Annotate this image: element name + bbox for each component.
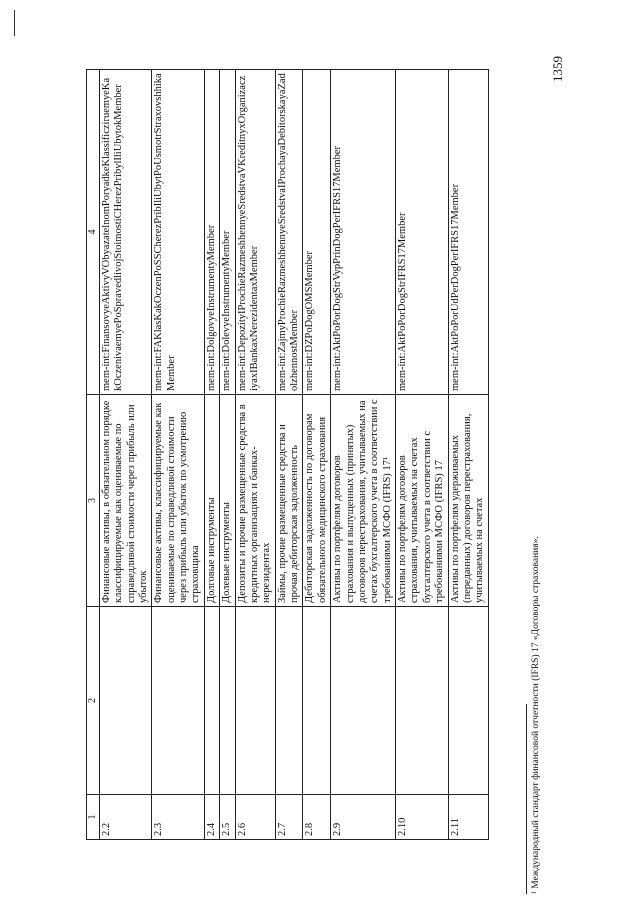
row-col2-cell bbox=[204, 607, 219, 795]
row-code-cell: mem-int:ZajmyProchieRazmeshhennyeSredstvaIProchayaDebitorskayaZadolzhennostMember bbox=[275, 70, 303, 395]
table-row bbox=[204, 70, 219, 840]
row-name-cell: Финансовые активы, классифицируемые как оцениваемые по справедливой стоимости через прибыль или убыток по усмотрению страховщика bbox=[152, 395, 205, 607]
row-code-cell: mem-int:FAKlasKakOczenPoSSCherezPribIliUbytPoUsmotrStraxovshhikaMember bbox=[152, 70, 205, 395]
row-number-cell: 2.8 bbox=[303, 795, 331, 840]
footnote-separator bbox=[526, 704, 527, 894]
row-code-cell: mem-int:DepozityIProchieRazmeshhennyeSredstvaVKreditnyxOrganizacziyaxIBankaxNerezidentaxMember bbox=[235, 70, 275, 395]
row-code-cell: mem-int:DolgovyeInstrumentyMember bbox=[204, 70, 219, 395]
row-number-cell: 2.7 bbox=[275, 795, 303, 840]
header-cell-2: 2 bbox=[87, 607, 100, 795]
row-number-cell: 2.4 bbox=[204, 795, 219, 840]
row-code-cell: mem-int:AktPoPorDogStrVypPrinDogPerIFRS17Member bbox=[331, 70, 396, 395]
crop-mark bbox=[14, 10, 15, 36]
row-number-cell: 2.11 bbox=[448, 795, 488, 840]
row-col2-cell bbox=[220, 607, 235, 795]
table-row bbox=[396, 70, 449, 840]
row-number-cell: 2.5 bbox=[220, 795, 235, 840]
row-col2-cell bbox=[235, 607, 275, 795]
row-col2-cell bbox=[152, 607, 205, 795]
row-name-cell: Дебиторская задолженность по договорам обязательного медицинского страхования bbox=[303, 395, 331, 607]
row-name-cell: Активы по портфелям договоров страхования и выпущенных (принятых) договоров перестрахования, учитываемых на счетах бухгалтерского учета в соответствии с требованиями МСФО (IFRS) 17¹ bbox=[331, 395, 396, 607]
table-row bbox=[331, 70, 396, 840]
row-code-cell: mem-int:FinansovyeAktivyVObyazatelnomPoryadkeKlassificziruemyeKakOczenivaemyePoSpravedlivojStoimostiCHerezPribylIliUbytokMember bbox=[99, 70, 152, 395]
table-row bbox=[448, 70, 488, 840]
footnote: ¹ Международный стандарт финансовой отчетности (IFRS) 17 «Договоры страхования». bbox=[531, 536, 541, 894]
row-col2-cell bbox=[275, 607, 303, 795]
row-name-cell: Активы по портфелям договоров страхования, учитываемых на счетах бухгалтерского учета в соответствии с требованиями МСФО (IFRS) 17 bbox=[396, 395, 449, 607]
row-col2-cell bbox=[303, 607, 331, 795]
row-name-cell: Финансовые активы, в обязательном порядке классифицируемые как оцениваемые по справедливой стоимости через прибыль или убыток bbox=[99, 395, 152, 607]
row-number-cell: 2.3 bbox=[152, 795, 205, 840]
table-row bbox=[275, 70, 303, 840]
row-name-cell: Долговые инструменты bbox=[204, 395, 219, 607]
row-name-cell: Займы, прочие размещенные средства и прочая дебиторская задолженность bbox=[275, 395, 303, 607]
header-cell-1: 1 bbox=[87, 795, 100, 840]
row-number-cell: 2.2 bbox=[99, 795, 152, 840]
header-cell-3: 3 bbox=[87, 395, 100, 607]
page-number: 1359 bbox=[550, 56, 565, 82]
row-number-cell: 2.9 bbox=[331, 795, 396, 840]
table-row bbox=[235, 70, 275, 840]
table-row bbox=[220, 70, 235, 840]
row-number-cell: 2.6 bbox=[235, 795, 275, 840]
member-register-table bbox=[86, 69, 489, 840]
row-col2-cell bbox=[448, 607, 488, 795]
table-row bbox=[152, 70, 205, 840]
row-col2-cell bbox=[331, 607, 396, 795]
table-row bbox=[303, 70, 331, 840]
row-name-cell: Депозиты и прочие размещенные средства в кредитных организациях и банках-нерезидентах bbox=[235, 395, 275, 607]
header-cell-4: 4 bbox=[87, 70, 100, 395]
row-number-cell: 2.10 bbox=[396, 795, 449, 840]
row-code-cell: mem-int:DZPoDogOMSMember bbox=[303, 70, 331, 395]
row-name-cell: Активы по портфелям удерживаемых (переданных) договоров перестрахования, учитываемых на счетах bbox=[448, 395, 488, 607]
row-name-cell: Долевые инструменты bbox=[220, 395, 235, 607]
row-code-cell: mem-int:AktPoPorDogStrIFRS17Member bbox=[396, 70, 449, 395]
row-col2-cell bbox=[396, 607, 449, 795]
table-header-row bbox=[87, 70, 100, 840]
rotated-page bbox=[28, 54, 618, 894]
row-col2-cell bbox=[99, 607, 152, 795]
table-row bbox=[99, 70, 152, 840]
row-code-cell: mem-int:DolevyeInstrumentyMember bbox=[220, 70, 235, 395]
row-code-cell: mem-int:AktPoPorUdPerDogPerIFRS17Member bbox=[448, 70, 488, 395]
